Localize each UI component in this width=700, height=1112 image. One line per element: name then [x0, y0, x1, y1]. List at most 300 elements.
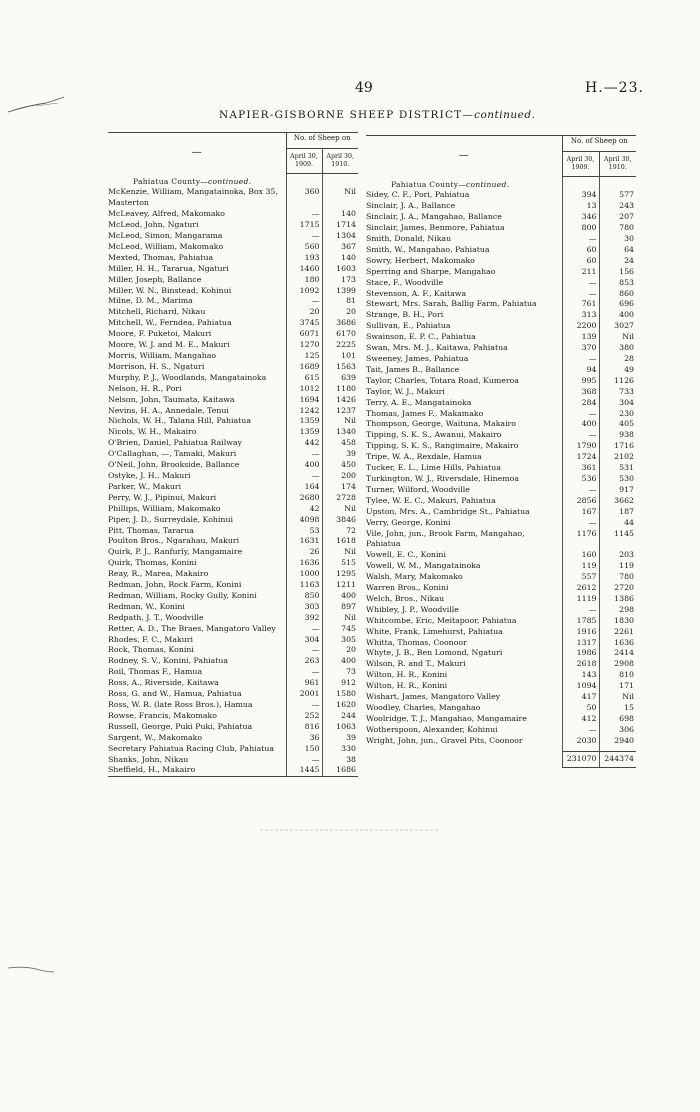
sheep-1910: 2225: [322, 340, 358, 351]
right-table-body: [366, 177, 636, 768]
sheep-1909: —: [286, 449, 322, 460]
right-sheep-table: [366, 135, 636, 768]
sheep-1909: —: [286, 209, 322, 220]
sheep-1909: 1094: [562, 681, 599, 692]
owner-name: Smith, W., Mangahao, Pahiatua: [366, 244, 490, 254]
table-row: [366, 725, 636, 736]
sheep-1909: 2856: [562, 496, 599, 507]
sheep-1909: —: [562, 725, 599, 736]
sheep-1909: 1631: [286, 536, 322, 547]
owner-name: Thompson, George, Waituna, Makairo: [366, 419, 516, 429]
table-row: [366, 529, 636, 540]
owner-name: Turkington, W. J., Riversdale, Hinemoa: [366, 473, 520, 483]
sheep-1909: 60: [562, 256, 599, 267]
owner-name: Wishart, James, Mangatoro Valley: [366, 692, 501, 702]
sheep-1909: 1724: [562, 452, 599, 463]
owner-name: Ross, W. R. (late Ross Bros.), Hamua: [108, 700, 253, 709]
sheep-1910: 187: [599, 507, 636, 518]
owner-name: Morrison, H. S., Ngaturi: [108, 361, 205, 371]
owner-name: Parker, W., Makuri: [108, 481, 182, 491]
owner-name: Miller, Joseph, Ballance: [108, 274, 202, 284]
sheep-1909: 60: [562, 245, 599, 256]
table-row: [366, 354, 636, 365]
table-row: [366, 518, 636, 529]
sheep-1910: 6170: [322, 329, 358, 340]
sheep-1909: 400: [562, 419, 599, 430]
table-row: [108, 384, 358, 395]
sheep-1910: 2908: [599, 659, 636, 670]
sheep-1909: 1000: [286, 569, 322, 580]
table-row: [366, 441, 636, 452]
sheep-1909: —: [286, 645, 322, 656]
sheep-1910: 367: [322, 242, 358, 253]
sheep-1910: 1295: [322, 569, 358, 580]
table-row: [366, 583, 636, 594]
table-row: [366, 212, 636, 223]
sheep-1909: 143: [562, 670, 599, 681]
sheep-1910: 1145: [599, 529, 636, 540]
sheep-1910: 3846: [322, 515, 358, 526]
sheep-1910: 1686: [322, 765, 358, 776]
owner-name: Ross, G. and W., Hamua, Pahiatua: [108, 689, 242, 699]
table-row: [108, 711, 358, 722]
table-row: [108, 591, 358, 602]
sheep-1910: 38: [322, 755, 358, 766]
table-row: [366, 714, 636, 725]
table-row: [108, 449, 358, 460]
table-row: [366, 289, 636, 300]
owner-name: Thomas, James F., Makamako: [366, 408, 484, 418]
owner-name: Sullivan, E., Pahiatua: [366, 321, 451, 331]
margin-pencil-mark-lower: [6, 960, 56, 980]
sheep-1909: 1163: [286, 580, 322, 591]
sheep-1910: 745: [322, 624, 358, 635]
owner-name: Wilton, H. R., Konini: [366, 670, 448, 680]
sheep-1910: 1636: [599, 638, 636, 649]
owner-name: Nevins, H. A., Annedale, Tenui: [108, 405, 229, 415]
sheep-1910: 1716: [599, 441, 636, 452]
owner-name: McLeod, William, Makomako: [108, 241, 224, 251]
sheep-1910: 1426: [322, 395, 358, 406]
table-row: [108, 526, 358, 537]
owner-name: Tipping, S. K. S., Rangimaire, Makairo: [366, 441, 519, 451]
sheep-1910: 20: [322, 307, 358, 318]
sheep-1910: 1580: [322, 689, 358, 700]
sheep-1910: 1618: [322, 536, 358, 547]
sheep-1909: 761: [562, 299, 599, 310]
owner-name: Phillips, William, Makomako: [108, 503, 221, 513]
sheep-1909: 1176: [562, 529, 599, 540]
table-row: [108, 460, 358, 471]
sheep-1910: 200: [322, 471, 358, 482]
sheep-1910: Nil: [599, 692, 636, 703]
table-row: [366, 398, 636, 409]
sheep-1909: 313: [562, 310, 599, 321]
sheep-1909: 2030: [562, 736, 599, 747]
table-row: [366, 670, 636, 681]
sheep-1910: 639: [322, 373, 358, 384]
table-row: [366, 681, 636, 692]
table-row: [366, 310, 636, 321]
sheep-1909: —: [562, 289, 599, 300]
owner-name: Tylee, W. E. C., Makuri, Pahiatua: [366, 495, 496, 505]
sheep-1910: 140: [322, 253, 358, 264]
owner-name: O'Callaghan, —, Tamaki, Makuri: [108, 449, 237, 459]
sheep-1909: 1359: [286, 427, 322, 438]
owner-name: Nelson, John, Taumata, Kaitawa: [108, 394, 235, 404]
sheep-1910: 15: [599, 703, 636, 714]
sheep-1910: 780: [599, 223, 636, 234]
owner-name: Sinclair, J. A., Mangahao, Ballance: [366, 212, 502, 222]
owner-name: Sinclair, James, Benmore, Pahiatua: [366, 223, 505, 233]
owner-name: Tripe, W. A., Rexdale, Hamua: [366, 452, 482, 462]
sheep-1910: 1237: [322, 406, 358, 417]
sheep-1909: 1689: [286, 362, 322, 373]
table-row: [108, 438, 358, 449]
sheep-1909: —: [286, 700, 322, 711]
footer-rule: [260, 828, 440, 832]
sheep-1909: —: [286, 231, 322, 242]
table-row: [108, 667, 358, 678]
left-sheep-table: [108, 132, 358, 777]
owner-name: Nicols, W. H., Makairo: [108, 427, 197, 437]
owner-name: Stewart, Mrs. Sarah, Ballig Farm, Pahiatua: [366, 299, 537, 309]
table-row: [366, 419, 636, 430]
owner-name: Wright, John, jun., Gravel Pits, Coonoor: [366, 735, 523, 745]
table-row: [108, 198, 358, 209]
sheep-1909: 995: [562, 376, 599, 387]
table-row: [366, 430, 636, 441]
owner-name: Sheffield, H., Makairo: [108, 765, 286, 776]
sheep-1909: 1092: [286, 286, 322, 297]
sheep-1909: 94: [562, 365, 599, 376]
sheep-1909: 252: [286, 711, 322, 722]
sheep-1909: —: [562, 485, 599, 496]
owner-name: Sperring and Sharpe, Mangahao: [366, 266, 496, 276]
owner-name: Moore, W. J. and M. E., Makuri: [108, 340, 230, 350]
owner-name: Vile, John, jun., Brook Farm, Mangahao,: [366, 528, 525, 538]
sheep-1909: 560: [286, 242, 322, 253]
owner-name: Walsh, Mary, Makomako: [366, 572, 463, 582]
sheep-1909: 417: [562, 692, 599, 703]
sheep-1910: 64: [599, 245, 636, 256]
totals-label: [366, 751, 562, 767]
sheep-1909: —: [562, 430, 599, 441]
sheep-1909: 800: [562, 223, 599, 234]
sheep-1910: 1340: [322, 427, 358, 438]
total-1910: 244374: [599, 751, 636, 767]
table-row: [366, 299, 636, 310]
table-row: [108, 678, 358, 689]
sheep-1909: 536: [562, 474, 599, 485]
sheep-1910: 101: [322, 351, 358, 362]
sheep-1910: 2728: [322, 493, 358, 504]
table-row: [366, 496, 636, 507]
owner-name: Morris, William, Mangahao: [108, 351, 217, 360]
sheep-1909: 615: [286, 373, 322, 384]
owner-name: White, Frank, Limehurst, Pahiatua: [366, 626, 503, 636]
sheep-1910: 698: [599, 714, 636, 725]
sheep-1909: 193: [286, 253, 322, 264]
sheep-1909: —: [562, 354, 599, 365]
table-row: [108, 187, 358, 198]
table-row: [366, 190, 636, 201]
table-row: [108, 296, 358, 307]
sheep-1909: 6071: [286, 329, 322, 340]
sheep-1910: 696: [599, 299, 636, 310]
table-row: [366, 463, 636, 474]
sheep-1910: 304: [599, 398, 636, 409]
owner-name: Verry, George, Konini: [366, 517, 451, 527]
sheep-1910: 405: [599, 419, 636, 430]
sheep-1909: 1317: [562, 638, 599, 649]
table-row: [366, 627, 636, 638]
sheep-1910: 853: [599, 278, 636, 289]
sheep-1910: 450: [322, 460, 358, 471]
sheep-1910: 400: [322, 591, 358, 602]
sheep-1910: 203: [599, 550, 636, 561]
sheep-1909: —: [562, 234, 599, 245]
sheep-1910: 1211: [322, 580, 358, 591]
owner-name: Warren Bros., Konini: [366, 583, 449, 593]
owner-name: Stevenson, A. F., Kaitawa: [366, 288, 467, 298]
table-row: [366, 343, 636, 354]
table-row: [366, 605, 636, 616]
table-row: [108, 765, 358, 776]
sheep-1909: 2001: [286, 689, 322, 700]
sheep-1909: 139: [562, 332, 599, 343]
owner-name: Rowse, Francis, Makomako: [108, 710, 217, 720]
sheep-1910: 298: [599, 605, 636, 616]
owner-name: Redman, William, Rocky Gully, Konini: [108, 590, 257, 600]
sheep-1910: 20: [322, 645, 358, 656]
sheep-1909: 368: [562, 387, 599, 398]
sheep-1910: 1830: [599, 616, 636, 627]
table-row: [108, 722, 358, 733]
sheep-1910: 1714: [322, 220, 358, 231]
sheep-1909: 1445: [286, 765, 322, 776]
table-row: [108, 569, 358, 580]
column-1909-header: April 30, 1909.: [286, 149, 322, 174]
sheep-1910: 30: [599, 234, 636, 245]
sheep-1909: 1916: [562, 627, 599, 638]
sheep-1909: 442: [286, 438, 322, 449]
sheep-1910: 174: [322, 482, 358, 493]
sheep-1909: 1715: [286, 220, 322, 231]
table-row: [366, 692, 636, 703]
sheep-1910: 530: [599, 474, 636, 485]
sheep-1909: 3745: [286, 318, 322, 329]
owner-name: Tucker, E. L., Lime Hills, Pahiatua: [366, 463, 501, 473]
owner-name: Nichols, W. H., Talana Hill, Pahiatua: [108, 416, 251, 426]
table-row: [108, 264, 358, 275]
owner-name: Reay, R., Marea, Makairo: [108, 569, 209, 579]
owner-name: Moore, F. Puketoi, Makuri: [108, 329, 212, 339]
sheep-1910: 3662: [599, 496, 636, 507]
sheep-1910: 171: [599, 681, 636, 692]
table-row: [108, 416, 358, 427]
owner-name: Pahiatua: [366, 539, 401, 549]
table-row: [108, 733, 358, 744]
table-row: [366, 485, 636, 496]
table-row: [108, 482, 358, 493]
sheep-count-header: No. of Sheep on: [562, 136, 636, 152]
owner-name: Ostyke, J. H., Makuri: [108, 470, 191, 480]
sheep-1910: 458: [322, 438, 358, 449]
sheep-1909: 125: [286, 351, 322, 362]
table-row: [366, 659, 636, 670]
sheep-1909: 392: [286, 613, 322, 624]
total-1909: 231070: [562, 751, 599, 767]
sheep-1910: 39: [322, 733, 358, 744]
table-row: [108, 700, 358, 711]
sheep-1909: 850: [286, 591, 322, 602]
owner-name: Murphy, P. J., Woodlands, Mangatainoka: [108, 372, 267, 382]
sheep-1910: 1063: [322, 722, 358, 733]
sheep-1909: 360: [286, 187, 322, 198]
table-row: [108, 329, 358, 340]
table-row: [366, 223, 636, 234]
table-row: [366, 234, 636, 245]
sheep-1910: 244: [322, 711, 358, 722]
owner-name: Whyte, J. B., Ben Lomond, Ngaturi: [366, 648, 503, 658]
table-row: [366, 561, 636, 572]
table-row: [108, 427, 358, 438]
owner-name: Wotherspoon, Alexander, Kohinui: [366, 724, 498, 734]
table-row: [108, 493, 358, 504]
sheep-1909: 1785: [562, 616, 599, 627]
title-suffix: continued.: [474, 109, 536, 121]
sheep-1910: 1304: [322, 231, 358, 242]
owner-name: O'Brien, Daniel, Pahiatua Railway: [108, 438, 242, 448]
sheep-1910: Nil: [322, 187, 358, 198]
sheep-1910: 531: [599, 463, 636, 474]
sheep-1909: —: [286, 471, 322, 482]
sheep-1909: —: [562, 605, 599, 616]
sheep-1909: 1790: [562, 441, 599, 452]
table-row: [108, 755, 358, 766]
sheep-1910: 44: [599, 518, 636, 529]
table-row: [366, 332, 636, 343]
sheep-1909: 361: [562, 463, 599, 474]
section-heading: [366, 177, 562, 191]
sheep-1909: 36: [286, 733, 322, 744]
table-row: [108, 471, 358, 482]
owner-name: O'Neil, John, Brookside, Ballance: [108, 460, 240, 470]
table-row: [366, 638, 636, 649]
owner-name: Secretary Pahiatua Racing Club, Pahiatua: [108, 743, 275, 753]
sheep-1909: 370: [562, 343, 599, 354]
owner-name: Sargent, W., Makomako: [108, 732, 203, 742]
sheep-1909: 42: [286, 504, 322, 515]
owner-name: McLeavey, Alfred, Makomako: [108, 209, 225, 219]
sheep-1909: 2680: [286, 493, 322, 504]
owner-name: Miller, H. H., Tararua, Ngaturi: [108, 263, 229, 273]
owner-name: Rodney, S. V., Konini, Pahiatua: [108, 656, 229, 666]
table-row: [366, 321, 636, 332]
owner-name: Whitcombe, Eric, Meitapoor, Pahiatua: [366, 615, 517, 625]
table-row: [366, 409, 636, 420]
sheep-1910: 1386: [599, 594, 636, 605]
sheep-1910: 938: [599, 430, 636, 441]
section-suffix: —continued.: [458, 179, 510, 189]
sheep-1910: [599, 539, 636, 550]
sheep-1910: 2720: [599, 583, 636, 594]
sheep-1910: 2261: [599, 627, 636, 638]
table-row: [108, 253, 358, 264]
sheep-1909: 53: [286, 526, 322, 537]
sheep-1909: 1012: [286, 384, 322, 395]
sheep-1909: [286, 198, 322, 209]
sheep-1909: 263: [286, 656, 322, 667]
sheep-1910: 243: [599, 201, 636, 212]
owner-name: Taylor, Charles, Totara Road, Kumeroa: [366, 375, 519, 385]
sheep-1909: 412: [562, 714, 599, 725]
sheep-1909: —: [286, 667, 322, 678]
sheep-1909: 1119: [562, 594, 599, 605]
sheep-1909: —: [286, 755, 322, 766]
owner-name: Nelson, H. R., Pori: [108, 383, 182, 393]
table-row: [366, 256, 636, 267]
table-row: [108, 580, 358, 591]
totals-row: [366, 751, 636, 767]
table-row: [366, 452, 636, 463]
sheep-1910: 380: [599, 343, 636, 354]
owner-name: Swainson, E. P. C., Pahiatua: [366, 332, 476, 342]
table-row: [366, 594, 636, 605]
page-number: 49: [355, 80, 373, 96]
owner-name: Tipping, S. K. S., Awanui, Makairo: [366, 430, 502, 440]
sheep-1909: 167: [562, 507, 599, 518]
owner-name: Whitta, Thomas, Coonoor: [366, 637, 467, 647]
owner-name: Redpath, J. T., Woodville: [108, 612, 204, 622]
table-row: [108, 547, 358, 558]
sheep-1909: 1460: [286, 264, 322, 275]
owner-name: Redman, W., Konini: [108, 601, 185, 611]
sheep-1910: 330: [322, 744, 358, 755]
sheep-1910: [322, 198, 358, 209]
sheep-1910: 3027: [599, 321, 636, 332]
sheep-1909: [562, 539, 599, 550]
owner-name: Turner, Wilford, Woodville: [366, 484, 470, 494]
sheep-1910: 1126: [599, 376, 636, 387]
owner-name: Woodley, Charles, Mangahao: [366, 703, 481, 712]
title-main: NAPIER-GISBORNE SHEEP DISTRICT—: [219, 109, 475, 121]
sheep-1910: 73: [322, 667, 358, 678]
section-name: Pahiatua County: [133, 176, 201, 186]
column-1910-header: April 30, 1910.: [599, 152, 636, 177]
owner-name: Quirk, P. J., Ranfurly, Mangamaire: [108, 547, 243, 557]
table-row: [366, 278, 636, 289]
sheep-1910: 780: [599, 572, 636, 583]
sheep-1909: 13: [562, 201, 599, 212]
sheep-1909: 20: [286, 307, 322, 318]
sheep-1909: 1270: [286, 340, 322, 351]
owner-name: Milne, D. M., Marima: [108, 296, 193, 306]
sheep-1909: 816: [286, 722, 322, 733]
owner-name: Welch, Bros., Nikau: [366, 593, 445, 603]
sheep-1909: 50: [562, 703, 599, 714]
table-row: [108, 406, 358, 417]
table-row: [108, 744, 358, 755]
sheep-1910: 1603: [322, 264, 358, 275]
table-row: [366, 539, 636, 550]
sheep-1910: 2414: [599, 648, 636, 659]
sheep-1909: 557: [562, 572, 599, 583]
owner-name: Sweeney, James, Pahiatua: [366, 354, 469, 363]
sheep-1909: —: [286, 624, 322, 635]
sheep-1910: Nil: [322, 416, 358, 427]
